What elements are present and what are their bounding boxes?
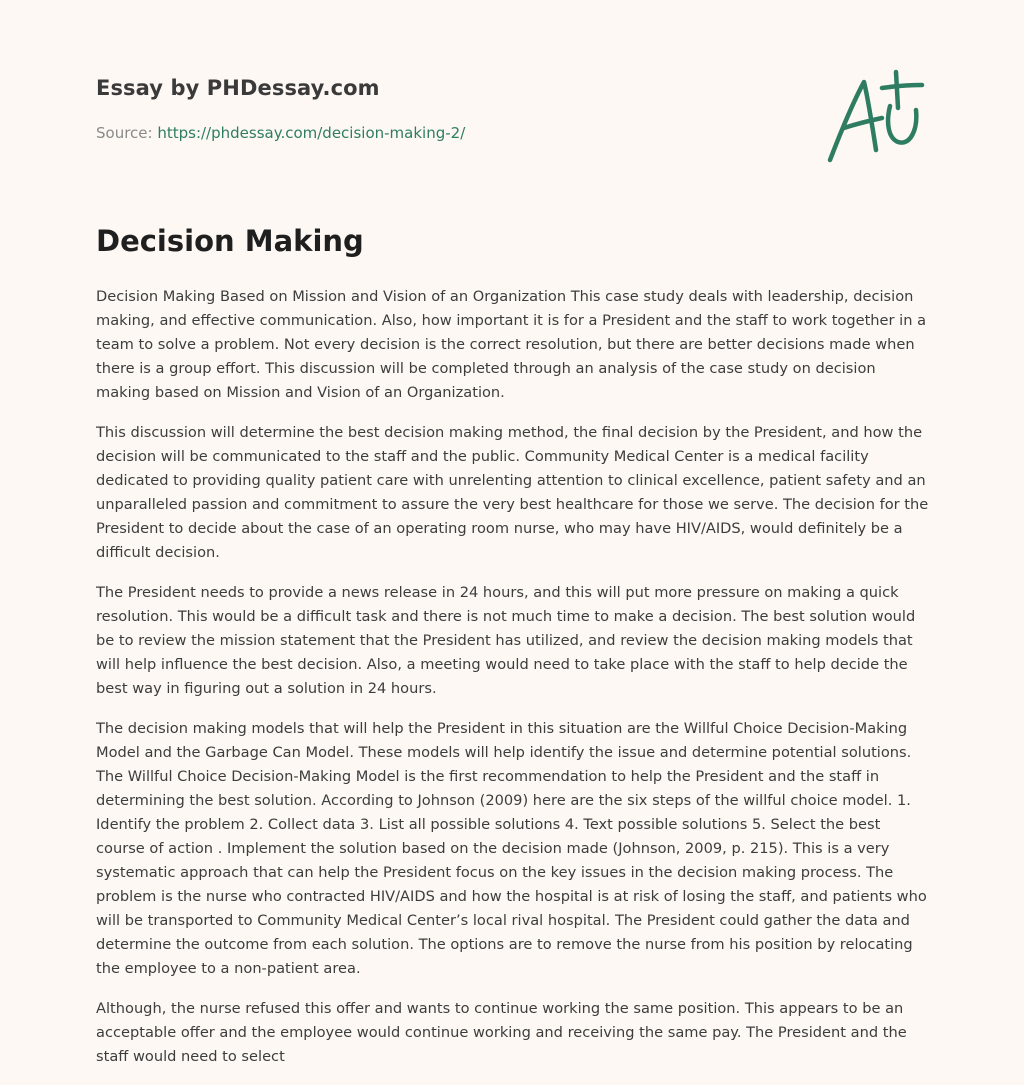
- site-title: Essay by PHDessay.com: [96, 76, 380, 100]
- source-label: Source:: [96, 124, 158, 142]
- essay-paragraph: Decision Making Based on Mission and Vision of an Organization This case study deals with leadership, decision making, and effective communication. Also, how important it is for a President and the staff to work together in a team to solve a problem. Not every decision is the correct resolution, but there are better decisions made when there is a group effort. This discussion will be completed through an analysis of the case study on decision making based on Mission and Vision of an Organization.: [96, 288, 927, 401]
- source-line: [96, 124, 465, 142]
- a-plus-logo-icon: [824, 68, 928, 164]
- essay-title: Decision Making: [96, 224, 364, 258]
- essay-paragraph: The decision making models that will help the President in this situation are the Willful Choice Decision-Making Model and the Garbage Can Model. These models will help identify the issue and determine potential solutions. The Willful Choice Decision-Making Model is the first recommendation to help the President and the staff in determining the best solution. According to Johnson (2009) here are the six steps of the willful choice model. 1. Identify the problem 2. Collect data 3. List all possible solutions 4. Text possible solutions 5. Select the best course of action . Implement the solution based on the decision made (Johnson, 2009, p. 215). This is a very systematic approach that can help the President focus on the key issues in the decision making process. The problem is the nurse who contracted HIV/AIDS and how the hospital is at risk of losing the staff, and patients who will be transported to Community Medical Center’s local rival hospital. The President could gather the data and determine the outcome from each solution. The options are to remove the nurse from his position by relocating the employee to a non-patient area.: [96, 720, 927, 977]
- essay-paragraph: Although, the nurse refused this offer and wants to continue working the same position. This appears to be an acceptable offer and the employee would continue working and receiving the same pay. The President and the staff would need to select: [96, 1000, 907, 1065]
- source-link[interactable]: https://phdessay.com/decision-making-2/: [157, 124, 466, 142]
- essay-paragraph: The President needs to provide a news release in 24 hours, and this will put more pressure on making a quick resolution. This would be a difficult task and there is not much time to make a decision. The best solution would be to review the mission statement that the President has utilized, and review the decision making models that will help influence the best decision. Also, a meeting would need to take place with the staff to help decide the best way in figuring out a solution in 24 hours.: [96, 584, 916, 697]
- essay-paragraph: This discussion will determine the best decision making method, the final decision by the President, and how the decision will be communicated to the staff and the public. Community Medical Center is a medical facility dedicated to providing quality patient care with unrelenting attention to clinical excellence, patient safety and an unparalleled passion and commitment to assure the very best healthcare for those we serve. The decision for the President to decide about the case of an operating room nurse, who may have HIV/AIDS, would definitely be a difficult decision.: [96, 424, 929, 561]
- essay-body: [96, 285, 930, 1085]
